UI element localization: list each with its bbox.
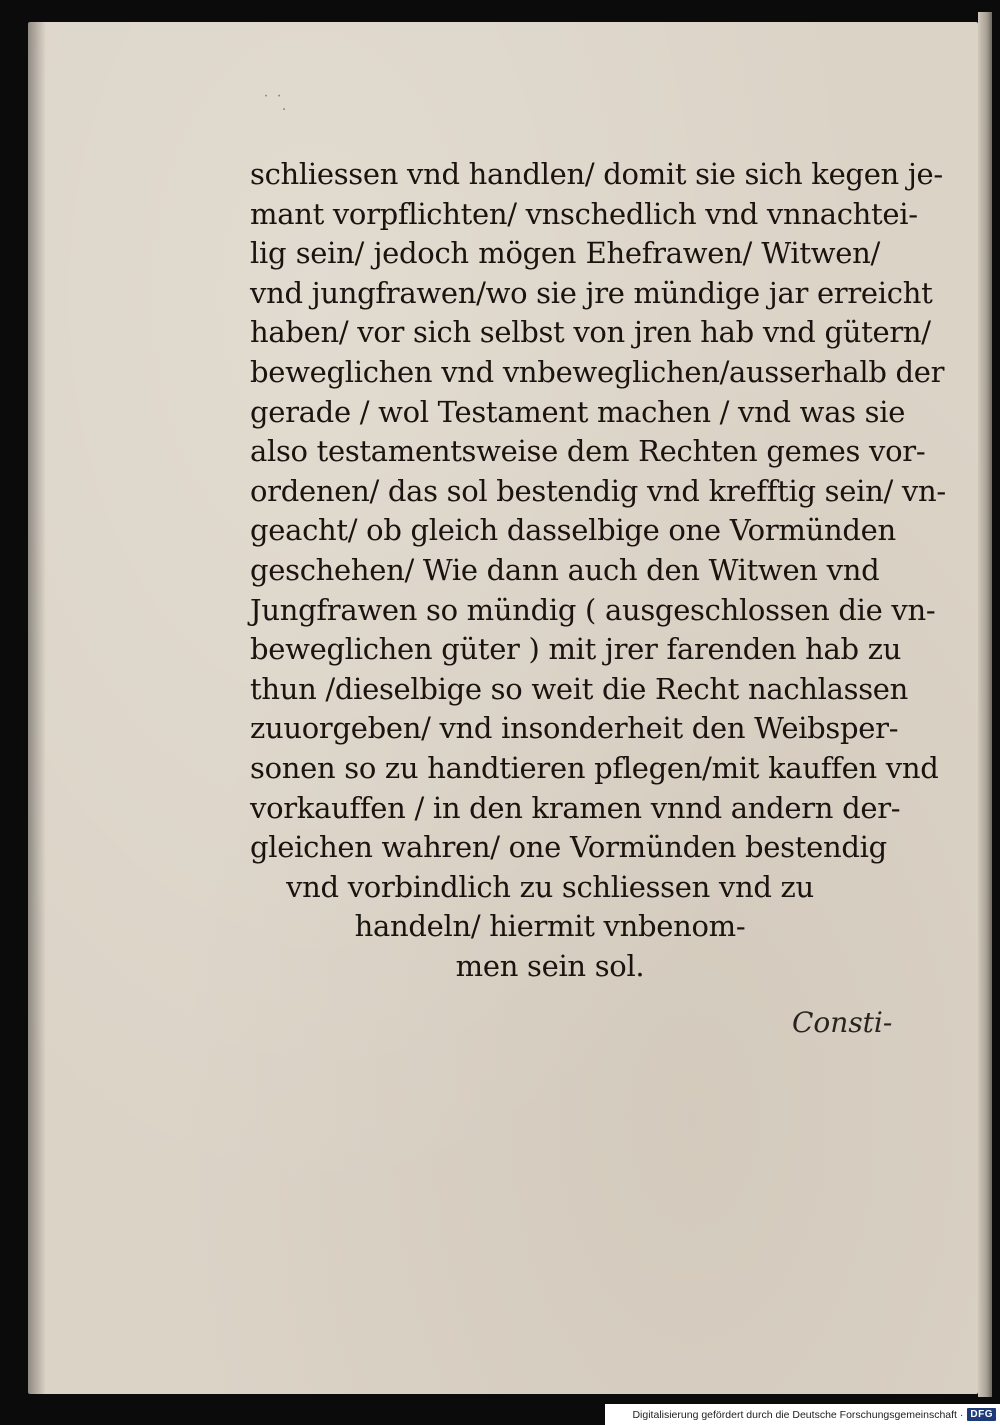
catchword: Consti‐ [792, 1006, 893, 1039]
page-edge [978, 12, 992, 1397]
text-line-16: sonen so zu handtieren pflegen/mit kauffen vnd [250, 750, 939, 785]
text-line-10: geacht/ ob gleich dasselbige one Vormünden [250, 513, 896, 548]
dfg-logo[interactable]: DFG [967, 1408, 996, 1421]
text-line-6: beweglichen vnd vnbeweglichen/ausserhalb der [250, 354, 945, 389]
stray-marks: ˙ ˙ ̣ [262, 92, 289, 111]
text-line-3: lig sein/ jedoch mögen Ehefrawen/ Witwen/ [250, 236, 880, 271]
spine-shadow [28, 22, 46, 1394]
text-line-13: beweglichen güter ) mit jrer farenden hab zu [250, 632, 902, 667]
text-line-7: gerade / wol Testament machen / vnd was sie [250, 394, 906, 429]
funding-credit: Digitalisierung gefördert durch die Deutsche Forschungsgemeinschaft · [632, 1408, 964, 1421]
text-line-18: gleichen wahren/ one Vormünden bestendig [250, 830, 887, 865]
text-line-21: men sein sol. [455, 948, 645, 983]
digitization-footer [605, 1404, 1000, 1425]
body-text [250, 155, 946, 986]
text-line-4: vnd jungfrawen/wo sie jre mündige jar erreicht [250, 275, 933, 310]
text-line-20: handeln/ hiermit vnbenom‐ [354, 909, 746, 944]
text-line-19: vnd vorbindlich zu schliessen vnd zu [286, 869, 814, 904]
text-line-9: ordenen/ das sol bestendig vnd krefftig sein/ vn‐ [250, 473, 946, 508]
text-line-5: haben/ vor sich selbst von jren hab vnd gütern/ [250, 315, 931, 350]
text-line-12: Jungfrawen so mündig ( ausgeschlossen die vn‐ [250, 592, 936, 627]
text-line-2: mant vorpflichten/ vnschedlich vnd vnnachtei‐ [250, 196, 918, 231]
text-line-17: vorkauffen / in den kramen vnnd andern der‐ [250, 790, 901, 825]
text-line-11: geschehen/ Wie dann auch den Witwen vnd [250, 552, 880, 587]
text-line-8: also testamentsweise dem Rechten gemes vor‐ [250, 434, 926, 469]
text-line-14: thun /dieselbige so weit die Recht nachlassen [250, 671, 909, 706]
text-line-1: schliessen vnd handlen/ domit sie sich kegen je‐ [250, 157, 943, 191]
text-line-15: zuuorgeben/ vnd insonderheit den Weibsper‐ [250, 711, 899, 746]
